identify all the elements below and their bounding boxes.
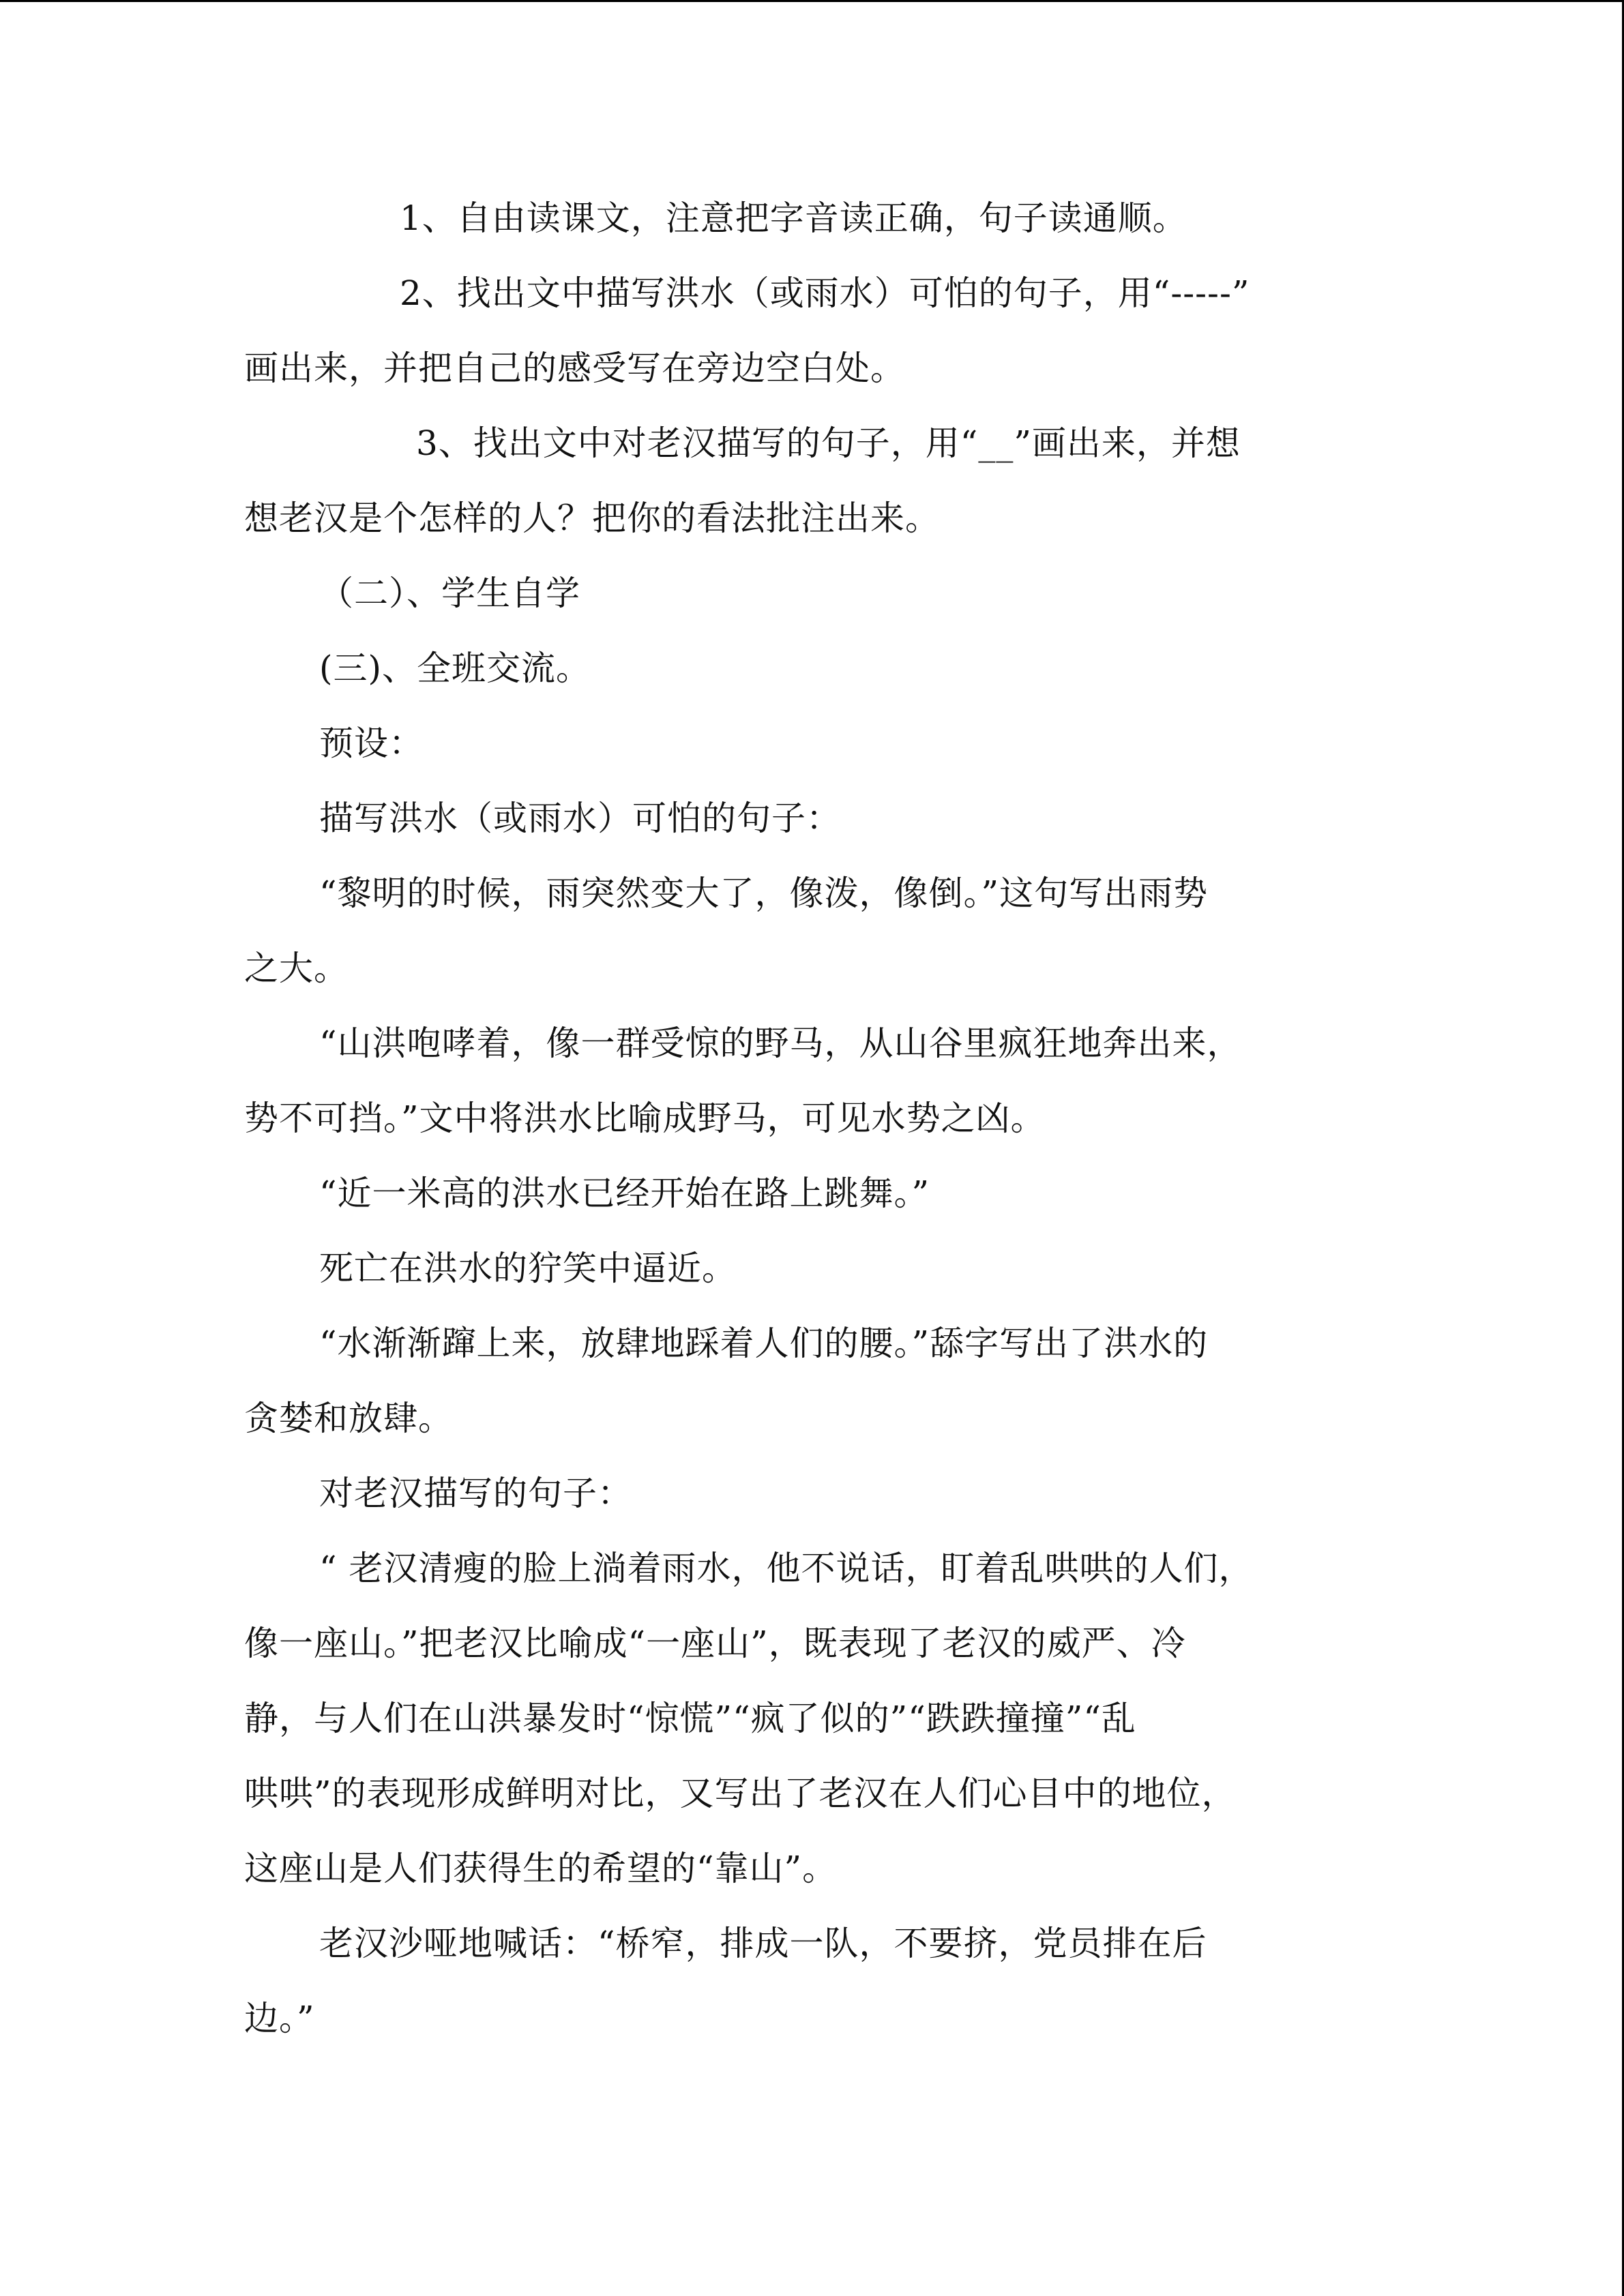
paragraph-line: 边。”: [244, 1999, 315, 2038]
section-heading: （二）、学生自学: [319, 573, 580, 613]
paragraph-line: 之大。: [244, 949, 349, 988]
paragraph-line: 对老汉描写的句子：: [319, 1474, 632, 1513]
paragraph-line: 哄哄”的表现形成鲜明对比，又写出了老汉在人们心目中的地位，: [244, 1774, 1237, 1813]
paragraph-line: “ 老汉清瘦的脸上淌着雨水，他不说话，盯着乱哄哄的人们，: [319, 1549, 1254, 1588]
paragraph-line: 贪婪和放肆。: [244, 1399, 453, 1438]
paragraph-line: 2、找出文中描写洪水（或雨水）可怕的句子，用“-----”: [400, 273, 1250, 313]
section-heading: (三)、全班交流。: [319, 648, 591, 688]
paragraph-line: 静，与人们在山洪暴发时“惊慌”“疯了似的”“跌跌撞撞”“乱: [244, 1699, 1136, 1738]
paragraph-line: 这座山是人们获得生的希望的“靠山”。: [244, 1849, 838, 1888]
paragraph-line: 1、自由读课文，注意把字音读正确，句子读通顺。: [400, 198, 1187, 238]
paragraph-line: 画出来，并把自己的感受写在旁边空白处。: [244, 348, 905, 388]
page-border-top: [0, 0, 1624, 2]
paragraph-line: 老汉沙哑地喊话：“桥窄，排成一队，不要挤，党员排在后: [319, 1924, 1207, 1963]
paragraph-line: 像一座山。”把老汉比喻成“一座山”，既表现了老汉的威严、冷: [244, 1624, 1186, 1663]
paragraph-line: 描写洪水（或雨水）可怕的句子：: [319, 799, 841, 838]
paragraph-line: 预设：: [319, 724, 424, 763]
paragraph-line: “水渐渐蹿上来，放肆地踩着人们的腰。”舔字写出了洪水的: [319, 1324, 1209, 1363]
paragraph-line: “黎明的时候，雨突然变大了，像泼，像倒。”这句写出雨势: [319, 874, 1209, 913]
paragraph-line: “山洪咆哮着，像一群受惊的野马，从山谷里疯狂地奔出来，: [319, 1024, 1242, 1063]
paragraph-line: 势不可挡。”文中将洪水比喻成野马，可见水势之凶。: [244, 1099, 1046, 1138]
paragraph-line: 死亡在洪水的狞笑中逼近。: [319, 1249, 737, 1288]
paragraph-line: 想老汉是个怎样的人？把你的看法批注出来。: [244, 498, 940, 538]
paragraph-line: 3、找出文中对老汉描写的句子，用“__”画出来，并想: [416, 423, 1241, 463]
paragraph-line: “近一米高的洪水已经开始在路上跳舞。”: [319, 1174, 930, 1213]
